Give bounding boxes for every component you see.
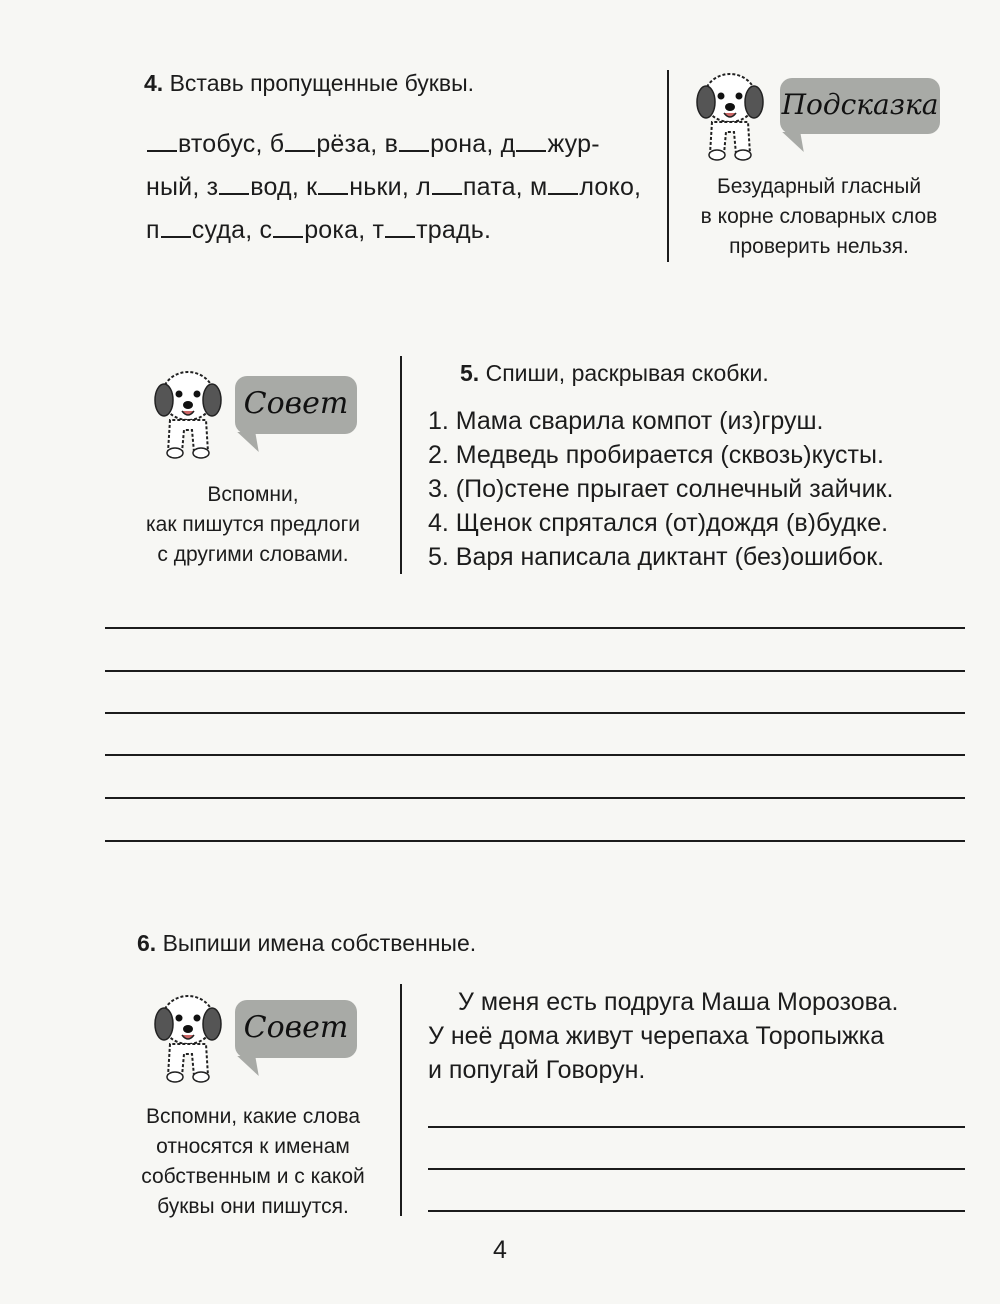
advice-text [108, 480, 398, 570]
writing-line[interactable] [105, 840, 965, 842]
word-part: рёза, в [316, 130, 399, 158]
word-part: втобус, б [178, 130, 285, 158]
task5-title-text: Спиши, раскрывая скобки. [485, 360, 769, 386]
word-part: локо, [579, 173, 642, 201]
writing-line[interactable] [428, 1126, 965, 1128]
text-line: У неё дома живут черепаха Торопыжка [428, 1022, 885, 1050]
word-part: пата, м [462, 173, 548, 201]
advice-line: буквы они пишутся. [157, 1195, 349, 1218]
task4-title-text: Вставь пропущенные буквы. [169, 70, 475, 96]
hint-line: в корне словарных слов [700, 205, 938, 228]
blank[interactable] [399, 149, 429, 152]
blank[interactable] [285, 149, 315, 152]
task4-title [144, 70, 474, 97]
advice-bubble [235, 1000, 357, 1058]
puppy-icon [148, 988, 228, 1084]
blank[interactable] [219, 192, 249, 195]
list-item: 1. Мама сварила компот (из)груш. [428, 407, 824, 435]
puppy-icon [690, 66, 770, 162]
advice-line: собственным и с какой [141, 1165, 365, 1188]
text-line: и попугай Говорун. [428, 1056, 646, 1084]
advice-line: как пишутся предлоги [146, 513, 360, 536]
task4-line-1 [146, 130, 600, 159]
word-part: ньки, л [349, 173, 431, 201]
word-part: жур- [547, 130, 600, 158]
list-item: 3. (По)стене прыгает солнечный зайчик. [428, 475, 894, 503]
advice-line: с другими словами. [157, 543, 349, 566]
hint-label: Подсказка [781, 88, 939, 121]
blank[interactable] [161, 235, 191, 238]
task6-title [137, 930, 476, 957]
hint-bubble [780, 78, 940, 134]
blank[interactable] [318, 192, 348, 195]
divider [400, 356, 402, 574]
divider [667, 70, 669, 262]
word-part: рона, д [430, 130, 516, 158]
page-number: 4 [493, 1236, 507, 1264]
writing-line[interactable] [428, 1168, 965, 1170]
divider [400, 984, 402, 1216]
blank[interactable] [432, 192, 462, 195]
task4-line-2 [146, 173, 641, 202]
word-part: рока, т [304, 216, 385, 244]
text-line: У меня есть подруга Маша Морозова. [458, 988, 899, 1016]
task5-list [428, 404, 893, 574]
task6-text [428, 985, 898, 1087]
list-item: 5. Варя написала диктант (без)ошибок. [428, 543, 885, 571]
task4-line-3 [146, 216, 491, 245]
task6-title-text: Выпиши имена собственные. [162, 930, 477, 956]
advice-line: Вспомни, какие слова [145, 1105, 361, 1128]
list-item: 4. Щенок спрятался (от)дождя (в)будке. [428, 509, 889, 537]
task5-number: 5. [460, 360, 480, 386]
blank[interactable] [385, 235, 415, 238]
advice-label: Совет [243, 1010, 349, 1045]
word-part: п [146, 216, 160, 244]
hint-line: проверить нельзя. [729, 235, 909, 258]
writing-line[interactable] [105, 797, 965, 799]
advice-line: относятся к именам [156, 1135, 350, 1158]
blank[interactable] [147, 149, 177, 152]
word-part: суда, с [191, 216, 273, 244]
advice-label: Совет [243, 386, 349, 421]
blank[interactable] [516, 149, 546, 152]
writing-line[interactable] [105, 627, 965, 629]
task6-number: 6. [137, 930, 157, 956]
writing-line[interactable] [105, 754, 965, 756]
task5-title [460, 360, 769, 387]
writing-line[interactable] [105, 670, 965, 672]
writing-line[interactable] [428, 1210, 965, 1212]
word-part: традь. [416, 216, 492, 244]
puppy-icon [148, 364, 228, 460]
advice-line: Вспомни, [207, 483, 299, 506]
blank[interactable] [273, 235, 303, 238]
hint-text [672, 172, 966, 262]
word-part: вод, к [250, 173, 318, 201]
list-item: 2. Медведь пробирается (сквозь)кусты. [428, 441, 884, 469]
writing-line[interactable] [105, 712, 965, 714]
advice-text [108, 1102, 398, 1222]
hint-line: Безударный гласный [716, 175, 922, 198]
blank[interactable] [548, 192, 578, 195]
word-part: ный, з [146, 173, 219, 201]
advice-bubble [235, 376, 357, 434]
task4-number: 4. [144, 70, 164, 96]
